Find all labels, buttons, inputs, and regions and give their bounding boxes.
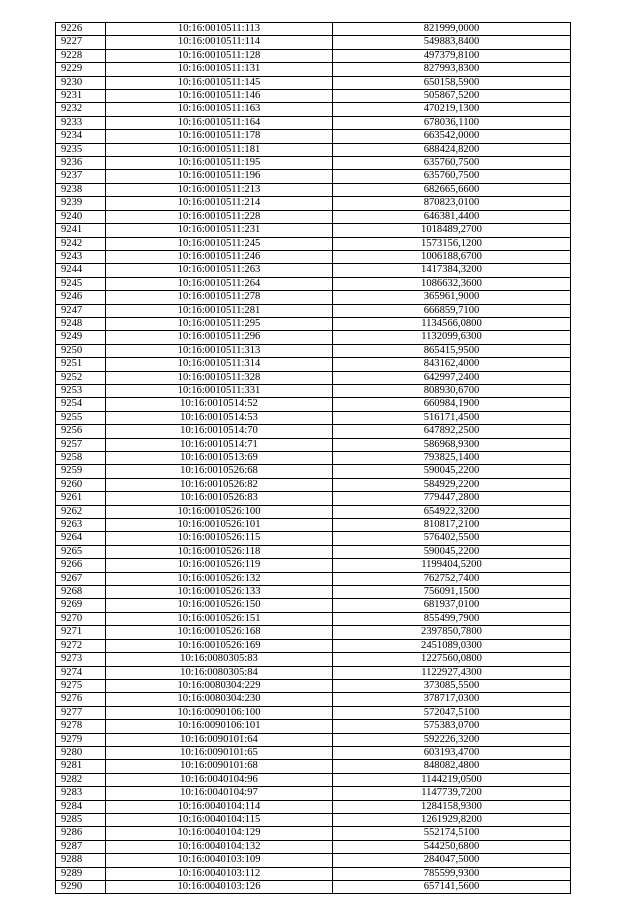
table-row [56,143,571,156]
cadastral-number-cell: 10:16:0040104:97 [106,787,333,800]
cadastral-number-cell: 10:16:0010526:100 [106,505,333,518]
value-cell: 575383,0700 [333,720,571,733]
row-number-cell: 9243 [56,250,106,263]
row-number-cell: 9286 [56,827,106,840]
value-cell: 378717,0300 [333,693,571,706]
value-cell: 1134566,0800 [333,317,571,330]
row-number-cell: 9229 [56,63,106,76]
table-row [56,90,571,103]
value-cell: 1144219,0500 [333,773,571,786]
value-cell: 584929,2200 [333,478,571,491]
value-cell: 785599,9300 [333,867,571,880]
table-row [56,867,571,880]
value-cell: 544250,6800 [333,840,571,853]
value-cell: 855499,7900 [333,612,571,625]
cadastral-number-cell: 10:16:0010511:263 [106,264,333,277]
table-row [56,371,571,384]
row-number-cell: 9244 [56,264,106,277]
table-row [56,532,571,545]
row-number-cell: 9252 [56,371,106,384]
table-row [56,545,571,558]
value-cell: 1122927,4300 [333,666,571,679]
value-cell: 1199404,5200 [333,559,571,572]
cadastral-number-cell: 10:16:0080305:83 [106,653,333,666]
table-row [56,465,571,478]
cadastral-number-cell: 10:16:0010514:52 [106,398,333,411]
row-number-cell: 9275 [56,679,106,692]
cadastral-number-cell: 10:16:0010526:151 [106,612,333,625]
cadastral-number-cell: 10:16:0010526:115 [106,532,333,545]
row-number-cell: 9231 [56,90,106,103]
cadastral-number-cell: 10:16:0010513:69 [106,452,333,465]
cadastral-number-cell: 10:16:0010511:281 [106,304,333,317]
table-row [56,760,571,773]
cadastral-number-cell: 10:16:0010511:214 [106,197,333,210]
value-cell: 865415,9500 [333,344,571,357]
table-row [56,103,571,116]
value-cell: 635760,7500 [333,157,571,170]
value-cell: 827993,8300 [333,63,571,76]
cadastral-number-cell: 10:16:0080304:229 [106,679,333,692]
value-cell: 590045,2200 [333,465,571,478]
value-cell: 576402,5500 [333,532,571,545]
cadastral-number-cell: 10:16:0010511:246 [106,250,333,263]
value-cell: 470219,1300 [333,103,571,116]
cadastral-number-cell: 10:16:0010511:264 [106,277,333,290]
row-number-cell: 9258 [56,452,106,465]
row-number-cell: 9256 [56,425,106,438]
table-row [56,398,571,411]
cadastral-number-cell: 10:16:0010526:133 [106,586,333,599]
value-cell: 586968,9300 [333,438,571,451]
cadastral-number-cell: 10:16:0080304:230 [106,693,333,706]
table-row [56,813,571,826]
value-cell: 572047,5100 [333,706,571,719]
table-row [56,746,571,759]
row-number-cell: 9262 [56,505,106,518]
value-cell: 1086632,3600 [333,277,571,290]
value-cell: 681937,0100 [333,599,571,612]
cadastral-number-cell: 10:16:0040104:132 [106,840,333,853]
cadastral-number-cell: 10:16:0040104:129 [106,827,333,840]
row-number-cell: 9282 [56,773,106,786]
row-number-cell: 9263 [56,519,106,532]
row-number-cell: 9248 [56,317,106,330]
cadastral-number-cell: 10:16:0010526:168 [106,626,333,639]
table-row [56,787,571,800]
table-row [56,36,571,49]
table-row [56,452,571,465]
value-cell: 642997,2400 [333,371,571,384]
cadastral-number-cell: 10:16:0010511:313 [106,344,333,357]
table-row [56,277,571,290]
cadastral-number-cell: 10:16:0090101:65 [106,746,333,759]
cadastral-number-cell: 10:16:0010526:68 [106,465,333,478]
row-number-cell: 9230 [56,76,106,89]
row-number-cell: 9278 [56,720,106,733]
table-row [56,720,571,733]
row-number-cell: 9290 [56,881,106,894]
value-cell: 821999,0000 [333,23,571,36]
table-row [56,639,571,652]
cadastral-number-cell: 10:16:0010511:231 [106,224,333,237]
row-number-cell: 9267 [56,572,106,585]
row-number-cell: 9246 [56,291,106,304]
row-number-cell: 9284 [56,800,106,813]
cadastral-number-cell: 10:16:0080305:84 [106,666,333,679]
table-row [56,183,571,196]
value-cell: 810817,2100 [333,519,571,532]
row-number-cell: 9232 [56,103,106,116]
table-row [56,49,571,62]
table-row [56,76,571,89]
value-cell: 635760,7500 [333,170,571,183]
table-row [56,130,571,143]
value-cell: 654922,3200 [333,505,571,518]
row-number-cell: 9239 [56,197,106,210]
value-cell: 1147739,7200 [333,787,571,800]
cadastral-number-cell: 10:16:0010511:196 [106,170,333,183]
cadastral-number-cell: 10:16:0010526:169 [106,639,333,652]
row-number-cell: 9250 [56,344,106,357]
row-number-cell: 9251 [56,358,106,371]
cadastral-number-cell: 10:16:0010511:178 [106,130,333,143]
cadastral-number-cell: 10:16:0010526:101 [106,519,333,532]
cadastral-number-cell: 10:16:0010526:82 [106,478,333,491]
table-row [56,170,571,183]
row-number-cell: 9277 [56,706,106,719]
value-cell: 678036,1100 [333,116,571,129]
row-number-cell: 9255 [56,411,106,424]
row-number-cell: 9276 [56,693,106,706]
cadastral-number-cell: 10:16:0010514:53 [106,411,333,424]
cadastral-number-cell: 10:16:0090101:68 [106,760,333,773]
table-row [56,599,571,612]
cadastral-number-cell: 10:16:0090106:101 [106,720,333,733]
cadastral-number-cell: 10:16:0090101:64 [106,733,333,746]
cadastral-number-cell: 10:16:0010511:146 [106,90,333,103]
row-number-cell: 9271 [56,626,106,639]
value-cell: 1227560,0800 [333,653,571,666]
value-cell: 1417384,3200 [333,264,571,277]
row-number-cell: 9235 [56,143,106,156]
cadastral-number-cell: 10:16:0010514:70 [106,425,333,438]
row-number-cell: 9257 [56,438,106,451]
value-cell: 1261929,8200 [333,813,571,826]
table-row [56,840,571,853]
table-row [56,773,571,786]
table-row [56,438,571,451]
row-number-cell: 9259 [56,465,106,478]
table-row [56,425,571,438]
cadastral-number-cell: 10:16:0010526:118 [106,545,333,558]
row-number-cell: 9261 [56,492,106,505]
table-row [56,384,571,397]
row-number-cell: 9247 [56,304,106,317]
table-row [56,197,571,210]
table-row [56,331,571,344]
cadastral-number-cell: 10:16:0010514:71 [106,438,333,451]
value-cell: 779447,2800 [333,492,571,505]
table-row [56,157,571,170]
table-row [56,666,571,679]
row-number-cell: 9227 [56,36,106,49]
table-row [56,519,571,532]
row-number-cell: 9253 [56,384,106,397]
value-cell: 1132099,6300 [333,331,571,344]
cadastral-number-cell: 10:16:0040103:126 [106,881,333,894]
value-cell: 756091,1500 [333,586,571,599]
cadastral-number-cell: 10:16:0010526:150 [106,599,333,612]
row-number-cell: 9273 [56,653,106,666]
row-number-cell: 9236 [56,157,106,170]
value-cell: 660984,1900 [333,398,571,411]
row-number-cell: 9233 [56,116,106,129]
cadastral-number-cell: 10:16:0040104:115 [106,813,333,826]
row-number-cell: 9249 [56,331,106,344]
row-number-cell: 9254 [56,398,106,411]
value-cell: 373085,5500 [333,679,571,692]
row-number-cell: 9242 [56,237,106,250]
table-row [56,116,571,129]
value-cell: 682665,6600 [333,183,571,196]
row-number-cell: 9241 [56,224,106,237]
cadastral-number-cell: 10:16:0040103:112 [106,867,333,880]
table-row [56,250,571,263]
row-number-cell: 9240 [56,210,106,223]
table-row [56,210,571,223]
cadastral-number-cell: 10:16:0010511:145 [106,76,333,89]
value-cell: 870823,0100 [333,197,571,210]
row-number-cell: 9264 [56,532,106,545]
row-number-cell: 9285 [56,813,106,826]
cadastral-number-cell: 10:16:0040104:114 [106,800,333,813]
value-cell: 793825,1400 [333,452,571,465]
value-cell: 505867,5200 [333,90,571,103]
value-cell: 1284158,9300 [333,800,571,813]
row-number-cell: 9289 [56,867,106,880]
row-number-cell: 9270 [56,612,106,625]
table-row [56,881,571,894]
row-number-cell: 9237 [56,170,106,183]
value-cell: 497379,8100 [333,49,571,62]
table-row [56,478,571,491]
row-number-cell: 9283 [56,787,106,800]
value-cell: 647892,2500 [333,425,571,438]
table-body [56,23,571,894]
cadastral-number-cell: 10:16:0010511:331 [106,384,333,397]
value-cell: 808930,6700 [333,384,571,397]
value-cell: 848082,4800 [333,760,571,773]
row-number-cell: 9226 [56,23,106,36]
row-number-cell: 9280 [56,746,106,759]
row-number-cell: 9279 [56,733,106,746]
value-cell: 1006188,6700 [333,250,571,263]
value-cell: 843162,4000 [333,358,571,371]
value-cell: 663542,0000 [333,130,571,143]
value-cell: 646381,4400 [333,210,571,223]
row-number-cell: 9287 [56,840,106,853]
table-row [56,344,571,357]
cadastral-number-cell: 10:16:0010526:83 [106,492,333,505]
cadastral-number-cell: 10:16:0090106:100 [106,706,333,719]
cadastral-number-cell: 10:16:0010511:228 [106,210,333,223]
cadastral-number-cell: 10:16:0010526:119 [106,559,333,572]
row-number-cell: 9268 [56,586,106,599]
table-row [56,854,571,867]
table-row [56,679,571,692]
row-number-cell: 9269 [56,599,106,612]
value-cell: 666859,7100 [333,304,571,317]
value-cell: 1018489,2700 [333,224,571,237]
cadastral-number-cell: 10:16:0010511:181 [106,143,333,156]
cadastral-number-cell: 10:16:0010511:314 [106,358,333,371]
cadastral-number-cell: 10:16:0010511:131 [106,63,333,76]
row-number-cell: 9281 [56,760,106,773]
row-number-cell: 9228 [56,49,106,62]
table-row [56,612,571,625]
value-cell: 549883,8400 [333,36,571,49]
table-row [56,505,571,518]
cadastral-number-cell: 10:16:0010511:213 [106,183,333,196]
row-number-cell: 9272 [56,639,106,652]
table-row [56,800,571,813]
row-number-cell: 9234 [56,130,106,143]
table-row [56,492,571,505]
table-row [56,23,571,36]
value-cell: 603193,4700 [333,746,571,759]
value-cell: 688424,8200 [333,143,571,156]
value-cell: 650158,5900 [333,76,571,89]
cadastral-number-cell: 10:16:0010511:295 [106,317,333,330]
table-row [56,224,571,237]
table-row [56,358,571,371]
table-row [56,626,571,639]
cadastral-number-cell: 10:16:0010511:278 [106,291,333,304]
row-number-cell: 9288 [56,854,106,867]
value-cell: 590045,2200 [333,545,571,558]
table-row [56,706,571,719]
cadastral-number-cell: 10:16:0010511:195 [106,157,333,170]
table-row [56,317,571,330]
cadastral-number-cell: 10:16:0010511:296 [106,331,333,344]
data-table [55,22,571,894]
value-cell: 592226,3200 [333,733,571,746]
table-row [56,264,571,277]
table-row [56,63,571,76]
table-row [56,411,571,424]
table-row [56,291,571,304]
cadastral-number-cell: 10:16:0040104:96 [106,773,333,786]
table-row [56,237,571,250]
row-number-cell: 9274 [56,666,106,679]
cadastral-number-cell: 10:16:0010511:113 [106,23,333,36]
cadastral-number-cell: 10:16:0010511:114 [106,36,333,49]
table-row [56,304,571,317]
cadastral-number-cell: 10:16:0040103:109 [106,854,333,867]
row-number-cell: 9265 [56,545,106,558]
cadastral-number-cell: 10:16:0010511:328 [106,371,333,384]
value-cell: 552174,5100 [333,827,571,840]
table-row [56,572,571,585]
row-number-cell: 9245 [56,277,106,290]
value-cell: 657141,5600 [333,881,571,894]
row-number-cell: 9266 [56,559,106,572]
value-cell: 284047,5000 [333,854,571,867]
cadastral-number-cell: 10:16:0010511:163 [106,103,333,116]
value-cell: 1573156,1200 [333,237,571,250]
value-cell: 2451089,0300 [333,639,571,652]
table-row [56,559,571,572]
cadastral-number-cell: 10:16:0010511:164 [106,116,333,129]
value-cell: 516171,4500 [333,411,571,424]
cadastral-number-cell: 10:16:0010511:245 [106,237,333,250]
table-row [56,733,571,746]
table-row [56,653,571,666]
value-cell: 762752,7400 [333,572,571,585]
value-cell: 2397850,7800 [333,626,571,639]
cadastral-number-cell: 10:16:0010511:128 [106,49,333,62]
cadastral-number-cell: 10:16:0010526:132 [106,572,333,585]
row-number-cell: 9238 [56,183,106,196]
table-row [56,586,571,599]
value-cell: 365961,9000 [333,291,571,304]
table-row [56,693,571,706]
table-row [56,827,571,840]
row-number-cell: 9260 [56,478,106,491]
